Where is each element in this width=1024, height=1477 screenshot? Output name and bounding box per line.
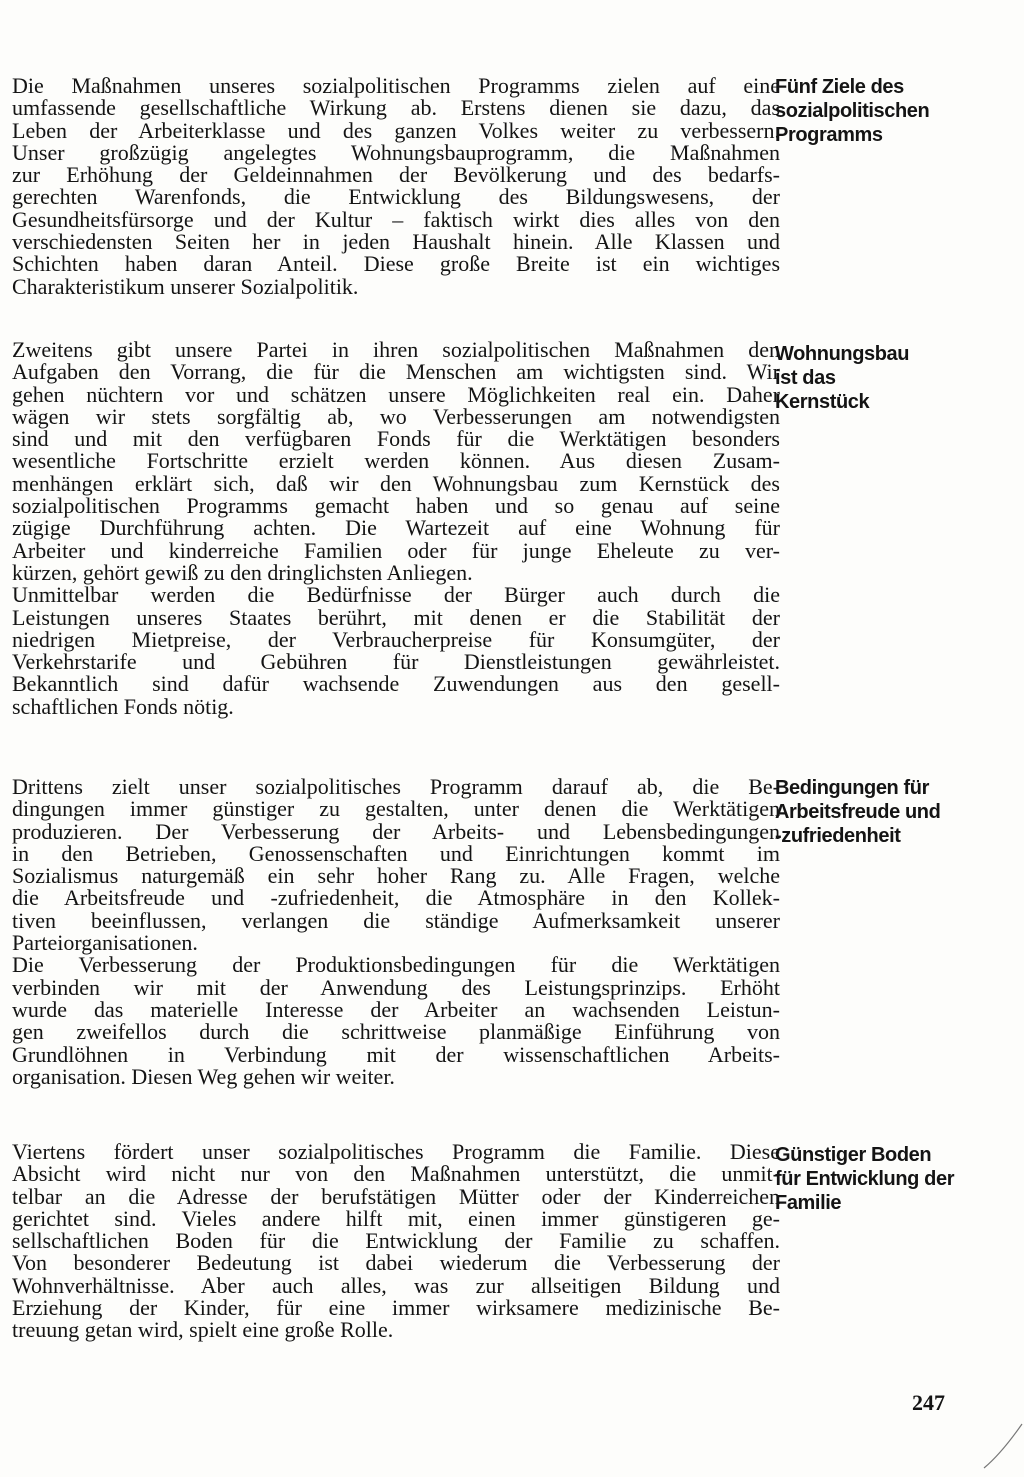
text-line: Verkehrstarife und Gebühren für Dienstleistungen gewährleistet. — [12, 649, 780, 675]
text-line: in den Betrieben, Genossenschaften und Einrichtungen kommt im — [12, 840, 780, 866]
margin-note-family — [775, 1143, 1005, 1215]
text-line: tiven beeinflussen, verlangen die ständige Aufmerksamkeit unserer — [12, 907, 780, 933]
text-line: Erziehung der Kinder, für eine immer wirksamere medizinische Be- — [12, 1295, 780, 1321]
text-line: niedrigen Mietpreise, der Verbraucherpreise für Konsumgüter, der — [12, 626, 780, 652]
margin-note-line: Arbeitsfreude und — [775, 801, 941, 823]
text-line: gen zweifellos durch die schrittweise planmäßige Einführung von — [12, 1019, 780, 1045]
text-line: Drittens zielt unser sozialpolitisches Programm darauf ab, die Be- — [12, 774, 780, 799]
text-line: Gesundheitsfürsorge und der Kultur – faktisch wirkt dies alles von den — [12, 206, 780, 232]
margin-note-line: Kernstück — [775, 391, 870, 413]
text-line: treuung getan wird, spielt eine große Rolle. — [12, 1317, 394, 1343]
text-line: Schichten haben daran Anteil. Diese große Breite ist ein wichtiges — [12, 251, 780, 277]
text-line: Parteiorganisationen. — [12, 930, 198, 956]
text-line: Arbeiter und kinderreiche Familien oder für junge Eheleute zu ver- — [12, 537, 780, 563]
text-line: Grundlöhnen in Verbindung mit der wissenschaftlichen Arbeits- — [12, 1041, 780, 1067]
text-line: gerechten Warenfonds, die Entwicklung des Bildungswesens, der — [12, 184, 780, 210]
text-line: Viertens fördert unser sozialpolitisches Programm die Familie. Diese — [12, 1139, 780, 1164]
text-line: gehen nüchtern vor und schätzen unsere Möglichkeiten real ein. Daher — [12, 381, 780, 407]
text-line: Unmittelbar werden die Bedürfnisse der Bürger auch durch die — [12, 582, 780, 608]
margin-note-five-goals — [775, 75, 1005, 147]
paragraph-housing — [12, 339, 780, 718]
text-line: gerichtet sind. Vieles andere hilft mit, einen immer günstigeren ge- — [12, 1205, 780, 1231]
text-line: Von besonderer Bedeutung ist dabei wiederum die Verbesserung der — [12, 1250, 780, 1276]
text-line: Aufgaben den Vorrang, die für die Menschen am wichtigsten sind. Wir — [12, 359, 780, 385]
text-line: Unser großzügig angelegtes Wohnungsbauprogramm, die Maßnahmen — [12, 139, 780, 165]
text-line: zügige Durchführung achten. Die Wartezeit auf eine Wohnung für — [12, 515, 780, 541]
text-line: Zweitens gibt unsere Partei in ihren sozialpolitischen Maßnahmen den — [12, 337, 780, 362]
pencil-mark — [980, 1420, 1024, 1472]
text-line: verbinden wir mit der Anwendung des Leistungsprinzips. Erhöht — [12, 974, 780, 1000]
text-line: wurde das materielle Interesse der Arbeiter an wachsenden Leistun- — [12, 996, 780, 1022]
margin-note-line: sozialpolitischen — [775, 100, 930, 122]
margin-note-line: Günstiger Boden — [775, 1144, 932, 1166]
paragraph-working-conditions — [12, 776, 780, 1088]
text-line: Die Verbesserung der Produktionsbedingungen für die Werktätigen — [12, 952, 780, 978]
text-line: menhängen erklärt sich, daß wir den Wohnungsbau zum Kernstück des — [12, 470, 780, 496]
text-line: Sozialismus naturgemäß ein sehr hoher Rang zu. Alle Fragen, welche — [12, 863, 780, 889]
margin-note-working-conditions — [775, 776, 1005, 848]
page-number: 247 — [912, 1390, 945, 1415]
text-line: die Arbeitsfreude und -zufriedenheit, die Atmosphäre in den Kollek- — [12, 885, 780, 911]
margin-note-line: ist das — [775, 367, 836, 389]
paragraph-family — [12, 1141, 780, 1342]
text-line: Die Maßnahmen unseres sozialpolitischen Programms zielen auf eine — [12, 73, 780, 98]
margin-note-line: -zufriedenheit — [775, 825, 901, 847]
text-line: wägen wir stets sorgfältig ab, wo Verbesserungen am notwendigsten — [12, 403, 780, 429]
text-line: organisation. Diesen Weg gehen wir weiter. — [12, 1063, 395, 1089]
text-line: dingungen immer günstiger zu gestalten, unter denen die Werktätigen — [12, 796, 780, 822]
text-line: Absicht wird nicht nur von den Maßnahmen unterstützt, die unmit- — [12, 1161, 780, 1187]
text-line: Leben der Arbeiterklasse und des ganzen Volkes weiter zu verbessern. — [12, 117, 780, 143]
text-line: kürzen, gehört gewiß zu den dringlichsten Anliegen. — [12, 559, 473, 585]
margin-note-line: für Entwicklung der — [775, 1168, 955, 1190]
text-line: wesentliche Fortschritte erzielt werden können. Aus diesen Zusam- — [12, 448, 780, 474]
text-line: sozialpolitischen Programms gemacht haben und so genau auf seine — [12, 493, 780, 519]
margin-note-housing — [775, 342, 1005, 414]
margin-note-line: Familie — [775, 1192, 842, 1214]
text-line: umfassende gesellschaftliche Wirkung ab. Erstens dienen sie dazu, das — [12, 95, 780, 121]
text-line: sellschaftlichen Boden für die Entwicklung der Familie zu schaffen. — [12, 1228, 780, 1254]
text-line: zur Erhöhung der Geldeinnahmen der Bevölkerung und des bedarfs- — [12, 162, 780, 188]
text-line: produzieren. Der Verbesserung der Arbeits- und Lebensbedingungen — [12, 818, 780, 844]
text-line: schaftlichen Fonds nötig. — [12, 693, 234, 719]
text-line: Leistungen unseres Staates berührt, mit denen er die Stabilität der — [12, 604, 780, 630]
text-line: sind und mit den verfügbaren Fonds für die Werktätigen besonders — [12, 426, 780, 452]
text-line: Bekanntlich sind dafür wachsende Zuwendungen aus den gesell- — [12, 671, 780, 697]
margin-note-line: Fünf Ziele des — [775, 76, 904, 98]
text-line: verschiedensten Seiten her in jeden Haushalt hinein. Alle Klassen und — [12, 229, 780, 255]
margin-note-line: Wohnungsbau — [775, 343, 910, 365]
margin-note-line: Programms — [775, 124, 883, 146]
margin-note-line: Bedingungen für — [775, 777, 929, 799]
text-line: telbar an die Adresse der berufstätigen Mütter oder der Kinderreichen — [12, 1183, 780, 1209]
paragraph-five-goals — [12, 75, 780, 298]
text-line: Charakteristikum unserer Sozialpolitik. — [12, 273, 359, 299]
text-line: Wohnverhältnisse. Aber auch alles, was zur allseitigen Bildung und — [12, 1272, 780, 1298]
